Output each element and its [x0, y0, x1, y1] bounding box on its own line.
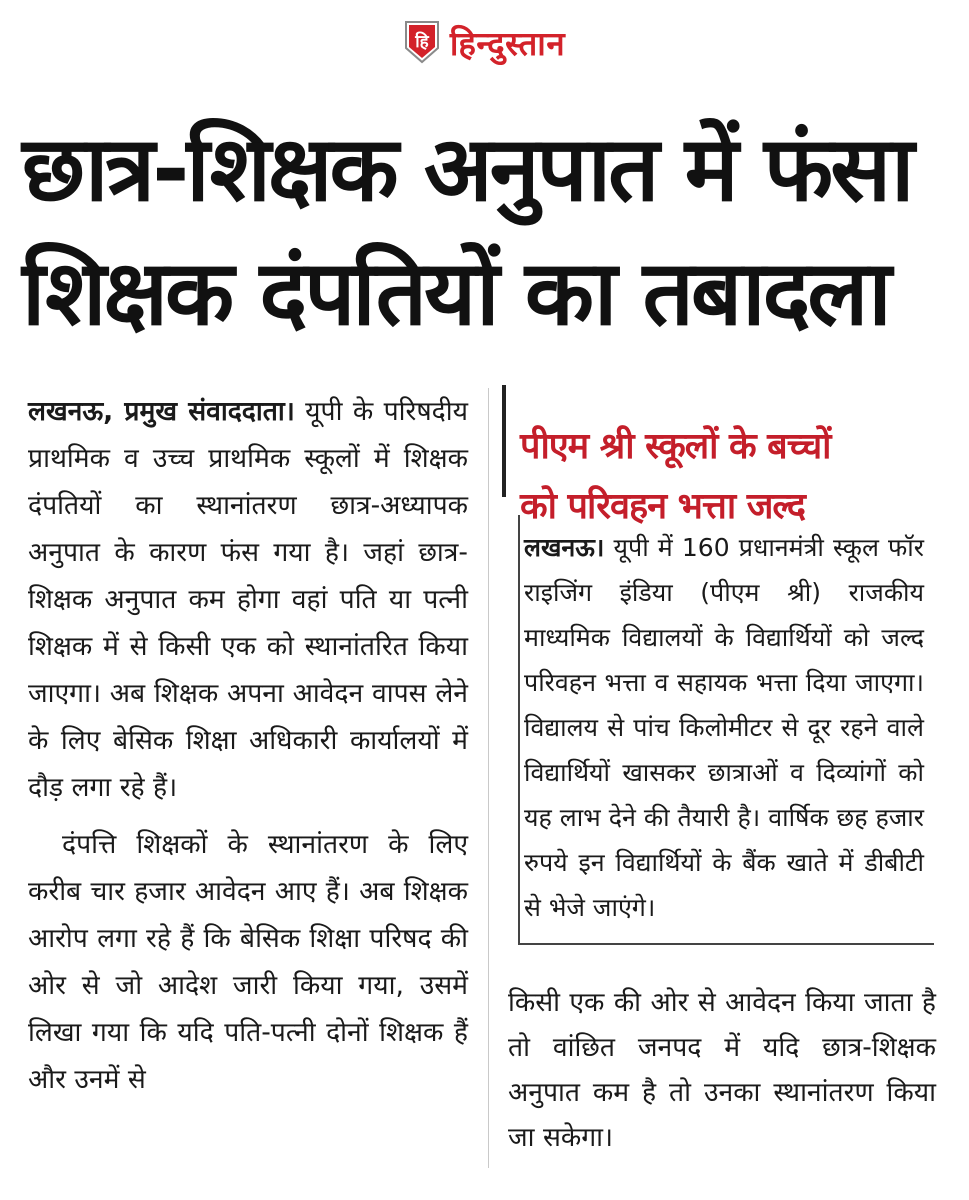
newspaper-name: हिन्दुस्तान [449, 23, 566, 63]
newspaper-logo-icon [404, 20, 440, 64]
sidebar-accent-rule [502, 385, 506, 497]
headline-line-2: शिक्षक दंपतियों का तबादला [22, 241, 889, 346]
article-paragraph-1 [28, 388, 468, 811]
sidebar-body-text: यूपी में 160 प्रधानमंत्री स्कूल फॉर राइजिंग इंडिया (पीएम श्री) राजकीय माध्यमिक विद्यालयों के विद्यार्थियों को जल्द परिवहन भत्ता व सहायक भत्ता दिया जाएगा। विद्यालय से पांच किलोमीटर से दूर रहने वाले विद्यार्थियों खासकर छात्राओं व दिव्यांगों को यह लाभ देने की तैयारी है। वार्षिक छह हजार रुपये इन विद्यार्थियों के बैंक खाते में डीबीटी से भेजे जाएंगे। [524, 533, 924, 922]
article-headline [22, 108, 947, 356]
column-divider [488, 388, 489, 1168]
sidebar-byline: लखनऊ। [524, 533, 605, 562]
article-body-left-column [28, 388, 468, 1103]
masthead [0, 14, 969, 70]
article-continuation: किसी एक की ओर से आवेदन किया जाता है तो वांछित जनपद में यदि छात्र-शिक्षक अनुपात कम है तो उनका स्थानांतरण किया जा सकेगा। [508, 987, 936, 1153]
headline-line-1: छात्र-शिक्षक अनुपात में फंसा [22, 117, 912, 222]
logo-mark-text: हि [415, 32, 429, 52]
article-paragraph-1-text: यूपी के परिषदीय प्राथमिक व उच्च प्राथमिक स्कूलों में शिक्षक दंपतियों का स्थानांतरण छात्र-अध्यापक अनुपात के कारण फंस गया है। जहां छात्र-शिक्षक अनुपात कम होगा वहां पति या पत्नी शिक्षक में से किसी एक को स्थानांतरित किया जाएगा। अब शिक्षक अपना आवेदन वापस लेने के लिए बेसिक शिक्षा अधिकारी कार्यालयों में दौड़ लगा रहे हैं। [28, 396, 468, 803]
article-paragraph-2: दंपत्ति शिक्षकों के स्थानांतरण के लिए करीब चार हजार आवेदन आए हैं। अब शिक्षक आरोप लगा रहे हैं कि बेसिक शिक्षा परिषद की ओर से जो आदेश जारी किया गया, उसमें लिखा गया कि यदि पति-पत्नी दोनों शिक्षक हैं और उनमें से [28, 829, 468, 1095]
sidebar-headline-line-2: को परिवहन भत्ता जल्द [520, 485, 806, 527]
sidebar-body [524, 525, 924, 930]
sidebar-headline-line-1: पीएम श्री स्कूलों के बच्चों [520, 425, 831, 467]
sidebar-story [502, 385, 934, 947]
article-byline: लखनऊ, प्रमुख संवाददाता। [28, 396, 295, 427]
